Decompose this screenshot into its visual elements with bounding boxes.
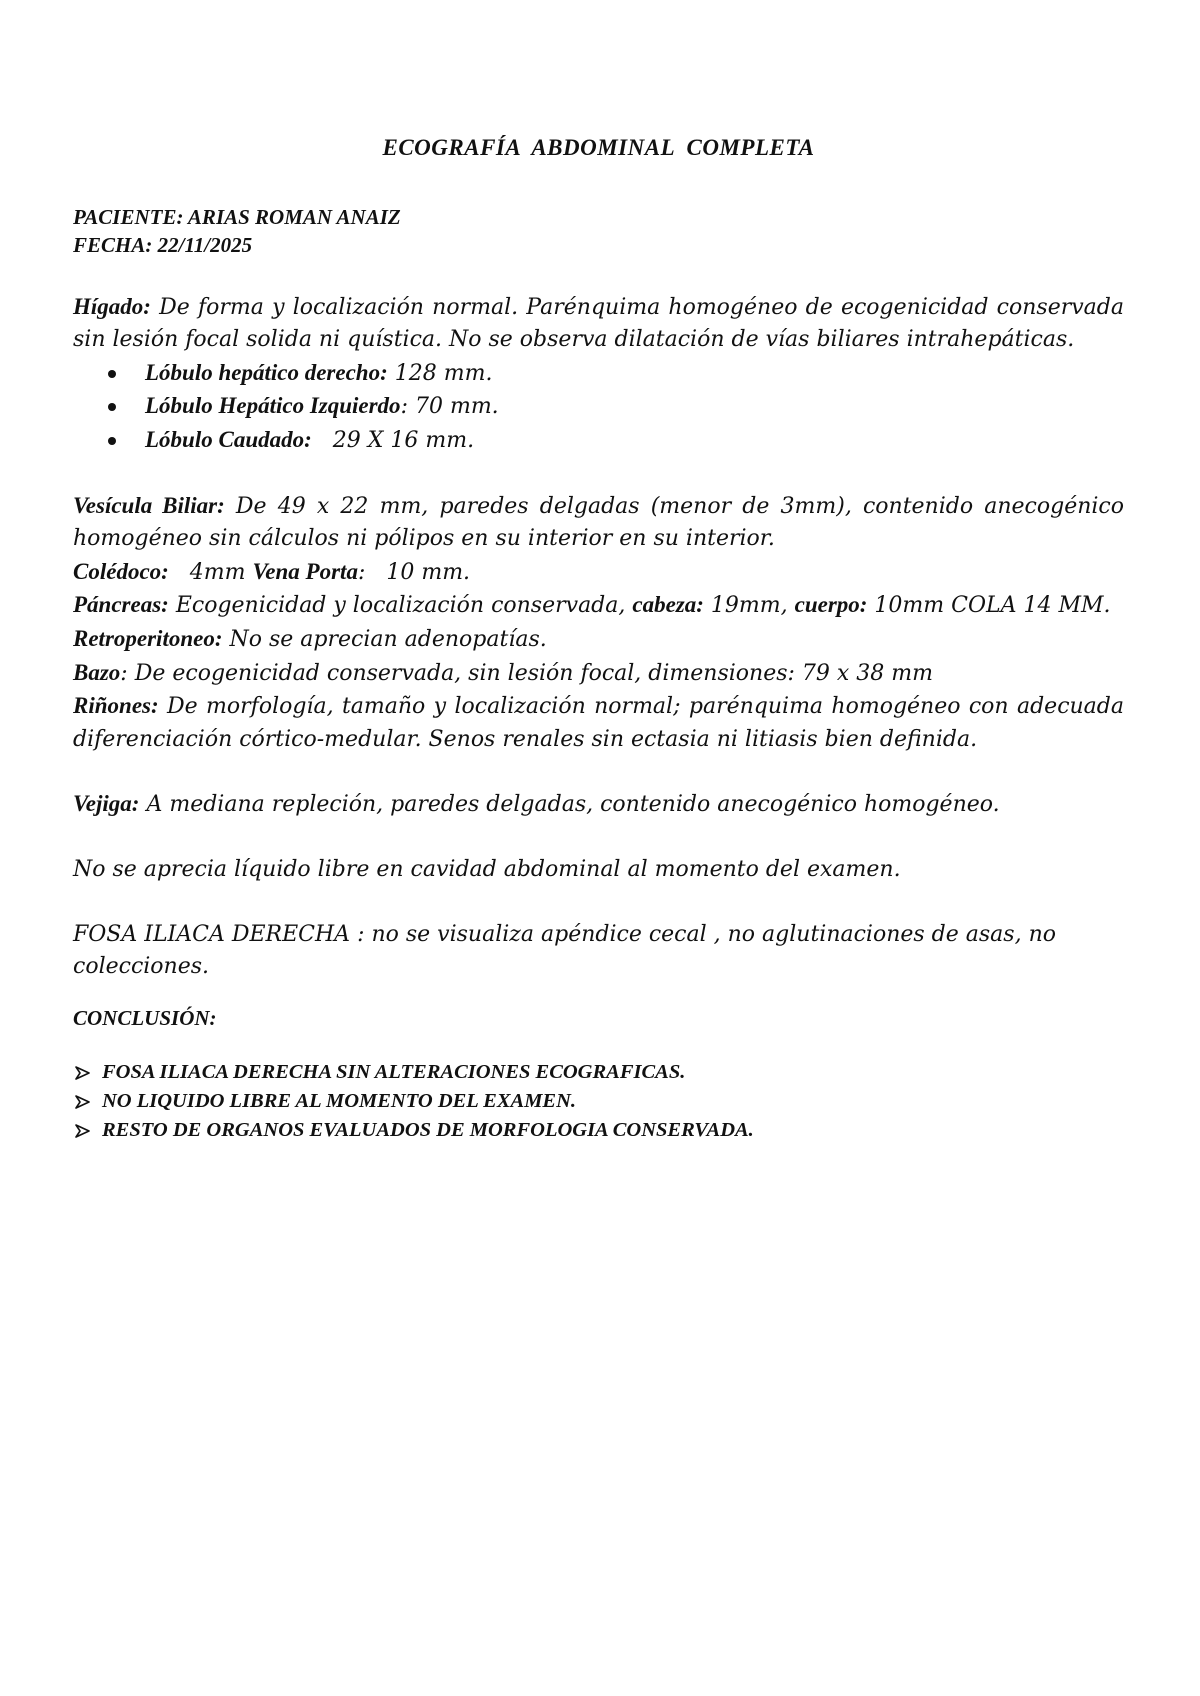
conclusion-title: CONCLUSIÓN: [73, 1005, 217, 1030]
list-item [73, 1058, 1124, 1087]
arrow-right-icon [75, 1095, 90, 1109]
lobe-label: Lóbulo Hepático Izquierdo [145, 393, 401, 419]
conclusion-item: RESTO DE ORGANOS EVALUADOS DE MORFOLOGIA CONSERVADA. [102, 1119, 754, 1142]
conclusion-item: NO LIQUIDO LIBRE AL MOMENTO DEL EXAMEN. [102, 1090, 577, 1113]
section-vejiga [73, 788, 1124, 822]
section-bazo [73, 657, 1124, 691]
bullet-dot-icon [108, 403, 116, 411]
liquido-libre-text: No se aprecia líquido libre en cavidad abdominal al momento del examen. [73, 856, 901, 882]
lobe-value: : 70 mm. [400, 394, 499, 420]
arrow-right-icon [75, 1066, 90, 1080]
report-title: ECOGRAFÍA ABDOMINAL COMPLETA [382, 135, 815, 160]
list-item [73, 1116, 1124, 1145]
arrow-right-icon [75, 1124, 90, 1138]
vejiga-label: Vejiga: [73, 791, 140, 817]
pancreas-text: Ecogenicidad y localización conservada, [168, 593, 633, 619]
list-item [108, 357, 1124, 391]
cabeza-label: cabeza: [632, 592, 704, 618]
pancreas-label: Páncreas: [73, 592, 169, 618]
vejiga-text: A mediana repleción, paredes delgadas, contenido anecogénico homogéneo. [139, 792, 1000, 818]
retroperitoneo-text: No se aprecian adenopatías. [222, 626, 547, 652]
retroperitoneo-label: Retroperitoneo: [73, 625, 223, 651]
vesicula-label: Vesícula Biliar: [73, 492, 225, 518]
list-item [108, 390, 1124, 424]
section-vesicula [73, 490, 1124, 556]
conclusion-list [73, 1058, 1124, 1145]
vesicula-text: De 49 x 22 mm, paredes delgadas (menor de 3mm), contenido anecogénico homogéneo sin cálculos ni pólipos en su interior en su interior. [73, 493, 1124, 552]
cabeza-value: 19mm, [703, 593, 795, 619]
higado-label: Hígado: [73, 293, 151, 319]
porta-label: Vena Porta [252, 558, 358, 584]
bazo-label: Bazo [73, 659, 121, 685]
porta-value: : 10 mm. [357, 559, 471, 585]
section-retroperitoneo [73, 623, 1124, 657]
bazo-text: : De ecogenicidad conservada, sin lesión focal, dimensiones: 79 x 38 mm [120, 660, 934, 686]
bullet-dot-icon [108, 437, 116, 445]
list-item [73, 1087, 1124, 1116]
lobe-value: 128 mm. [387, 360, 493, 386]
section-rinones [73, 690, 1124, 756]
lobe-label: Lóbulo hepático derecho: [145, 359, 388, 385]
fosa-iliaca-text: FOSA ILIACA DERECHA : no se visualiza apéndice cecal , no aglutinaciones de asas, no colecciones. [73, 921, 1056, 980]
rinones-label: Riñones: [73, 693, 159, 719]
coledoco-value: 4mm [168, 559, 253, 585]
lobe-value: 29 X 16 mm. [311, 427, 475, 453]
cuerpo-value: 10mm COLA 14 MM. [867, 593, 1111, 619]
higado-lobes-list [73, 357, 1124, 458]
lobe-label: Lóbulo Caudado: [145, 426, 312, 452]
patient-name: PACIENTE: ARIAS ROMAN ANAIZ [73, 204, 401, 229]
report-document [73, 132, 1124, 1145]
conclusion-item: FOSA ILIACA DERECHA SIN ALTERACIONES ECOGRAFICAS. [102, 1061, 686, 1084]
coledoco-label: Colédoco: [73, 558, 169, 584]
bullet-dot-icon [108, 370, 116, 378]
section-pancreas [73, 589, 1124, 623]
rinones-text: De morfología, tamaño y localización normal; parénquima homogéneo con adecuada diferenciación córtico-medular. Senos renales sin ectasia ni litiasis bien definida. [73, 694, 1124, 752]
section-higado [73, 291, 1124, 357]
section-coledoco [73, 556, 1124, 590]
exam-date: FECHA: 22/11/2025 [73, 232, 253, 257]
cuerpo-label: cuerpo: [794, 592, 868, 618]
list-item [108, 424, 1124, 458]
higado-text: De forma y localización normal. Parénquima homogéneo de ecogenicidad conservada sin lesión focal solida ni quística. No se observa dilatación de vías biliares intrahepáticas. [73, 294, 1124, 353]
